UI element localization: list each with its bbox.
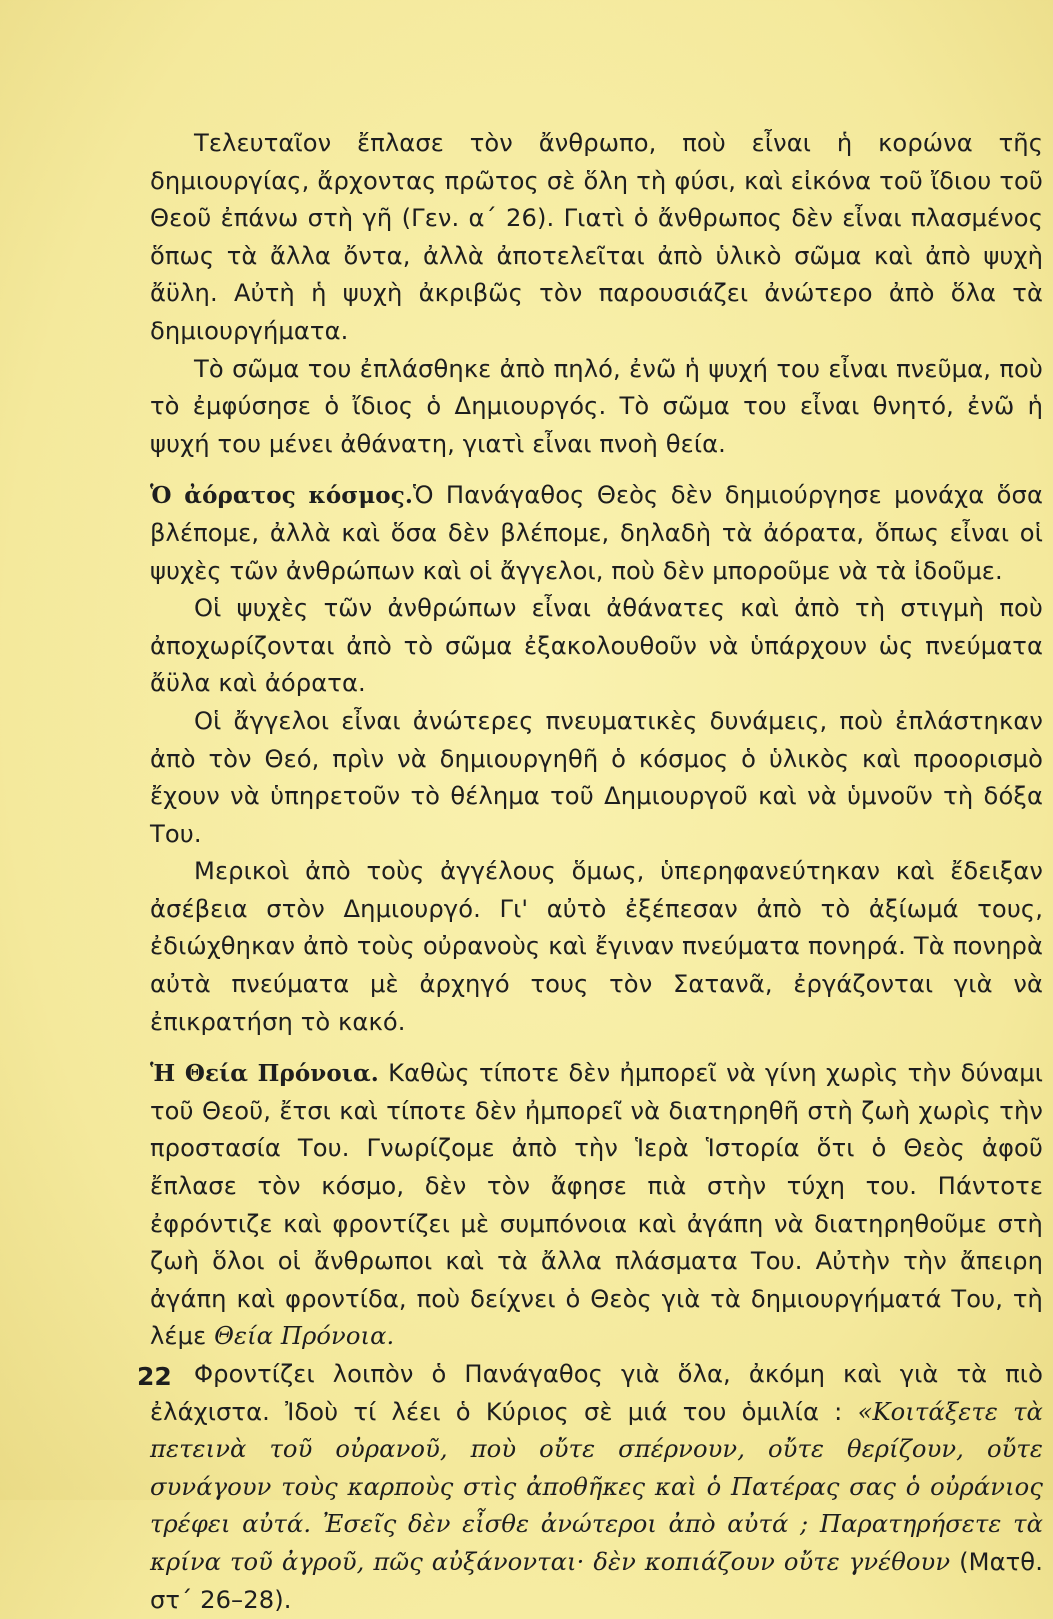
section-heading-invisible-world: Ὁ ἀόρατος κόσμος.	[150, 482, 413, 510]
paragraph-angels: Οἱ ἄγγελοι εἶναι ἀνώτερες πνευματικὲς δυνάμεις, ποὺ ἐπλάστηκαν ἀπὸ τὸν Θεό, πρὶν νὰ δημιουργηθῆ ὁ κόσμος ὁ ὑλικὸς καὶ προορισμὸ ἔχουν νὰ ὑπηρετοῦν τὸ θέλημα τοῦ Δημιουργοῦ καὶ νὰ ὑμνοῦν τὴ δόξα Του.	[150, 706, 1043, 848]
paragraph-body-and-soul: Τὸ σῶμα του ἐπλάσθηκε ἀπὸ πηλό, ἐνῶ ἡ ψυχή του εἶναι πνεῦμα, ποὺ τὸ ἐμφύσησε ὁ ἴδιος ὁ Δημιουργός. Τὸ σῶμα του εἶναι θνητό, ἐνῶ ἡ ψυχή του μένει ἀθάνατη, γιατὶ εἶναι πνοὴ θεία.	[150, 354, 1043, 458]
page-number: 22	[137, 1362, 172, 1391]
paragraph-invisible-world: Ὁ ἀόρατος κόσμος.Ὁ Πανάγαθος Θεὸς δὲν δημιούργησε μονάχα ὅσα βλέπομε, ἀλλὰ καὶ ὅσα δὲν βλέπομε, δηλαδὴ τὰ ἀόρατα, ὅπως εἶναι οἱ ψυχὲς τῶν ἀνθρώπων καὶ οἱ ἄγγελοι, ποὺ δὲν μποροῦμε νὰ τὰ ἰδοῦμε.	[150, 481, 1043, 585]
paragraph-scripture-quote: Φροντίζει λοιπὸν ὁ Πανάγαθος γιὰ ὅλα, ἀκόμη καὶ γιὰ τὰ πιὸ ἐλάχιστα. Ἰδοὺ τί λέει ὁ Κύριος σὲ μιά του ὁμιλία : «Κοιτάξετε τὰ πετεινὰ τοῦ οὐρανοῦ, ποὺ οὔτε σπέρνουν, οὔτε θερίζουν, οὔτε συνάγουν τοὺς καρποὺς στὶς ἀποθῆκες καὶ ὁ Πατέρας σας ὁ οὐράνιος τρέφει αὐτά. Ἐσεῖς δὲν εἶσθε ἀνώτεροι ἀπὸ αὐτά ; Παρατηρήσετε τὰ κρίνα τοῦ ἀγροῦ, πῶς αὐξάνονται· δὲν κοπιάζουν οὔτε γνέθουν (Ματθ. στ΄ 26–28).	[150, 1360, 1043, 1614]
section-heading-divine-providence: Ἡ Θεία Πρόνοια.	[150, 1060, 379, 1088]
paragraph-creation-of-man: Τελευταῖον ἔπλασε τὸν ἄνθρωπο, ποὺ εἶναι ἡ κορώνα τῆς δημιουργίας, ἄρχοντας πρῶτος σὲ ὅλη τὴ φύσι, καὶ εἰκόνα τοῦ ἴδιου τοῦ Θεοῦ ἐπάνω στὴ γῆ (Γεν. α΄ 26). Γιατὶ ὁ ἄνθρωπος δὲν εἶναι πλασμένος ὅπως τὰ ἄλλα ὄντα, ἀλλὰ ἀποτελεῖται ἀπὸ ὑλικὸ σῶμα καὶ ἀπὸ ψυχὴ ἄϋλη. Αὐτὴ ἡ ψυχὴ ἀκριβῶς τὸν παρουσιάζει ἀνώτερο ἀπὸ ὅλα τὰ δημιουργήματα.	[150, 129, 1043, 345]
paragraph-souls: Οἱ ψυχὲς τῶν ἀνθρώπων εἶναι ἀθάνατες καὶ ἀπὸ τὴ στιγμὴ ποὺ ἀποχωρίζονται ἀπὸ τὸ σῶμα ἐξακολουθοῦν νὰ ὑπάρχουν ὡς πνεύματα ἄϋλα καὶ ἀόρατα.	[150, 594, 1043, 698]
paragraph-divine-providence: Ἡ Θεία Πρόνοια. Καθὼς τίποτε δὲν ἠμπορεῖ νὰ γίνη χωρὶς τὴν δύναμι τοῦ Θεοῦ, ἔτσι καὶ τίποτε δὲν ἠμπορεῖ νὰ διατηρηθῆ στὴ ζωὴ χωρὶς τὴν προστασία Του. Γνωρίζομε ἀπὸ τὴν Ἱερὰ Ἱστορία ὅτι ὁ Θεὸς ἀφοῦ ἔπλασε τὸν κόσμο, δὲν τὸν ἄφησε πιὰ στὴν τύχη του. Πάντοτε ἐφρόντιζε καὶ φροντίζει μὲ συμπόνοια καὶ ἀγάπη νὰ διατηρηθοῦμε στὴ ζωὴ ὅλοι οἱ ἄνθρωποι καὶ τὰ ἄλλα πλάσματα Του. Αὐτὴν τὴν ἄπειρη ἀγάπη καὶ φροντίδα, ποὺ δείχνει ὁ Θεὸς γιὰ τὰ δημιουργήματά Του, τὴ λέμε Θεία Πρόνοια.	[150, 1059, 1043, 1351]
paragraph-fallen-angels: Μερικοὶ ἀπὸ τοὺς ἀγγέλους ὅμως, ὑπερηφανεύτηκαν καὶ ἔδειξαν ἀσέβεια στὸν Δημιουργό. Γι' αὐτὸ ἐξέπεσαν ἀπὸ τὸ ἀξίωμά τους, ἐδιώχθηκαν ἀπὸ τοὺς οὐρανοὺς καὶ ἔγιναν πνεύματα πονηρά. Τὰ πονηρὰ αὐτὰ πνεύματα μὲ ἀρχηγό τους τὸν Σατανᾶ, ἐργάζονται γιὰ νὰ ἐπικρατήση τὸ κακό.	[150, 857, 1043, 1036]
scripture-quote: «Κοιτάξετε τὰ πετεινὰ τοῦ οὐρανοῦ, ποὺ οὔτε σπέρνουν, οὔτε θερίζουν, οὔτε συνάγουν τοὺς καρποὺς στὶς ἀποθῆκες καὶ ὁ Πατέρας σας ὁ οὐράνιος τρέφει αὐτά. Ἐσεῖς δὲν εἶσθε ἀνώτεροι ἀπὸ αὐτά ; Παρατηρήσετε τὰ κρίνα τοῦ ἀγροῦ, πῶς αὐξάνονται· δὲν κοπιάζουν οὔτε γνέθουν	[150, 1397, 1043, 1576]
page-body	[150, 125, 1043, 1619]
term-divine-providence: Θεία Πρόνοια.	[214, 1322, 395, 1351]
scripture-reference: (Ματθ. στ΄ 26–28).	[150, 1547, 1043, 1614]
